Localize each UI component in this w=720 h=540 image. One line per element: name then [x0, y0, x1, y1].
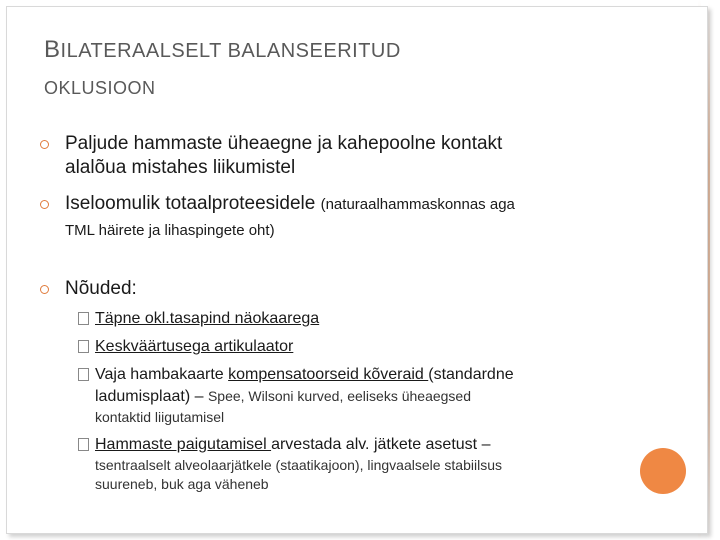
decorative-circle [640, 448, 686, 494]
bullet-2 [65, 192, 515, 245]
sub-item-4-b: arvestada alv. jätkete asetust – [271, 436, 491, 453]
sub-item-3-a: Vaja hambakaarte [95, 366, 229, 383]
sub-item-3-line3: kontaktid liigutamisel [95, 409, 225, 425]
sub-item-3-line2-small: Spee, Wilsoni kurved, eeliseks üheaegsed [207, 388, 471, 404]
sub-item-3-b: kompensatoorseid kõveraid [228, 366, 429, 383]
title-line-1 [44, 36, 401, 65]
sub-item-4-a: Hammaste paigutamisel [95, 436, 272, 453]
decorative-bar-right [708, 0, 710, 540]
bullet-circle-icon [40, 140, 49, 149]
sub-item-3-line2-main: ladumisplaat) – [95, 388, 208, 405]
title-rest: ILATERAALSELT BALANSEERITUD [60, 40, 401, 62]
sub-item-4 [95, 434, 502, 494]
bullet-2-line-2: TML häirete ja lihaspingete oht) [65, 222, 275, 239]
sub-item-3 [95, 364, 514, 427]
slide-title [44, 36, 401, 103]
bullet-2-small: (naturaalhammaskonnas aga [320, 196, 515, 213]
bullet-3: Nõuded: [65, 278, 137, 299]
title-capital: B [44, 36, 61, 63]
sub-item-1: Täpne okl.tasapind näokaarega [95, 310, 320, 327]
bullet-circle-icon [40, 285, 49, 294]
bullet-circle-icon [40, 200, 49, 209]
bullet-1-line-2: alalõua mistahes liikumistel [65, 157, 296, 178]
sub-item-4-line3: suureneb, buk aga väheneb [95, 476, 269, 492]
bullet-1 [65, 132, 502, 180]
title-line-2: OKLUSIOON [44, 78, 156, 98]
bullet-1-line-1: Paljude hammaste üheaegne ja kahepoolne kontakt [65, 133, 503, 154]
sub-item-2: Keskväärtusega artikulaator [95, 338, 294, 355]
sub-item-3-c: (standardne [428, 366, 514, 383]
bullet-2-main: Iseloomulik totaalproteesidele [65, 193, 321, 214]
sub-item-4-line2: tsentraalselt alveolaarjätkele (staatikajoon), lingvaalsele stabiilsus [95, 457, 502, 473]
